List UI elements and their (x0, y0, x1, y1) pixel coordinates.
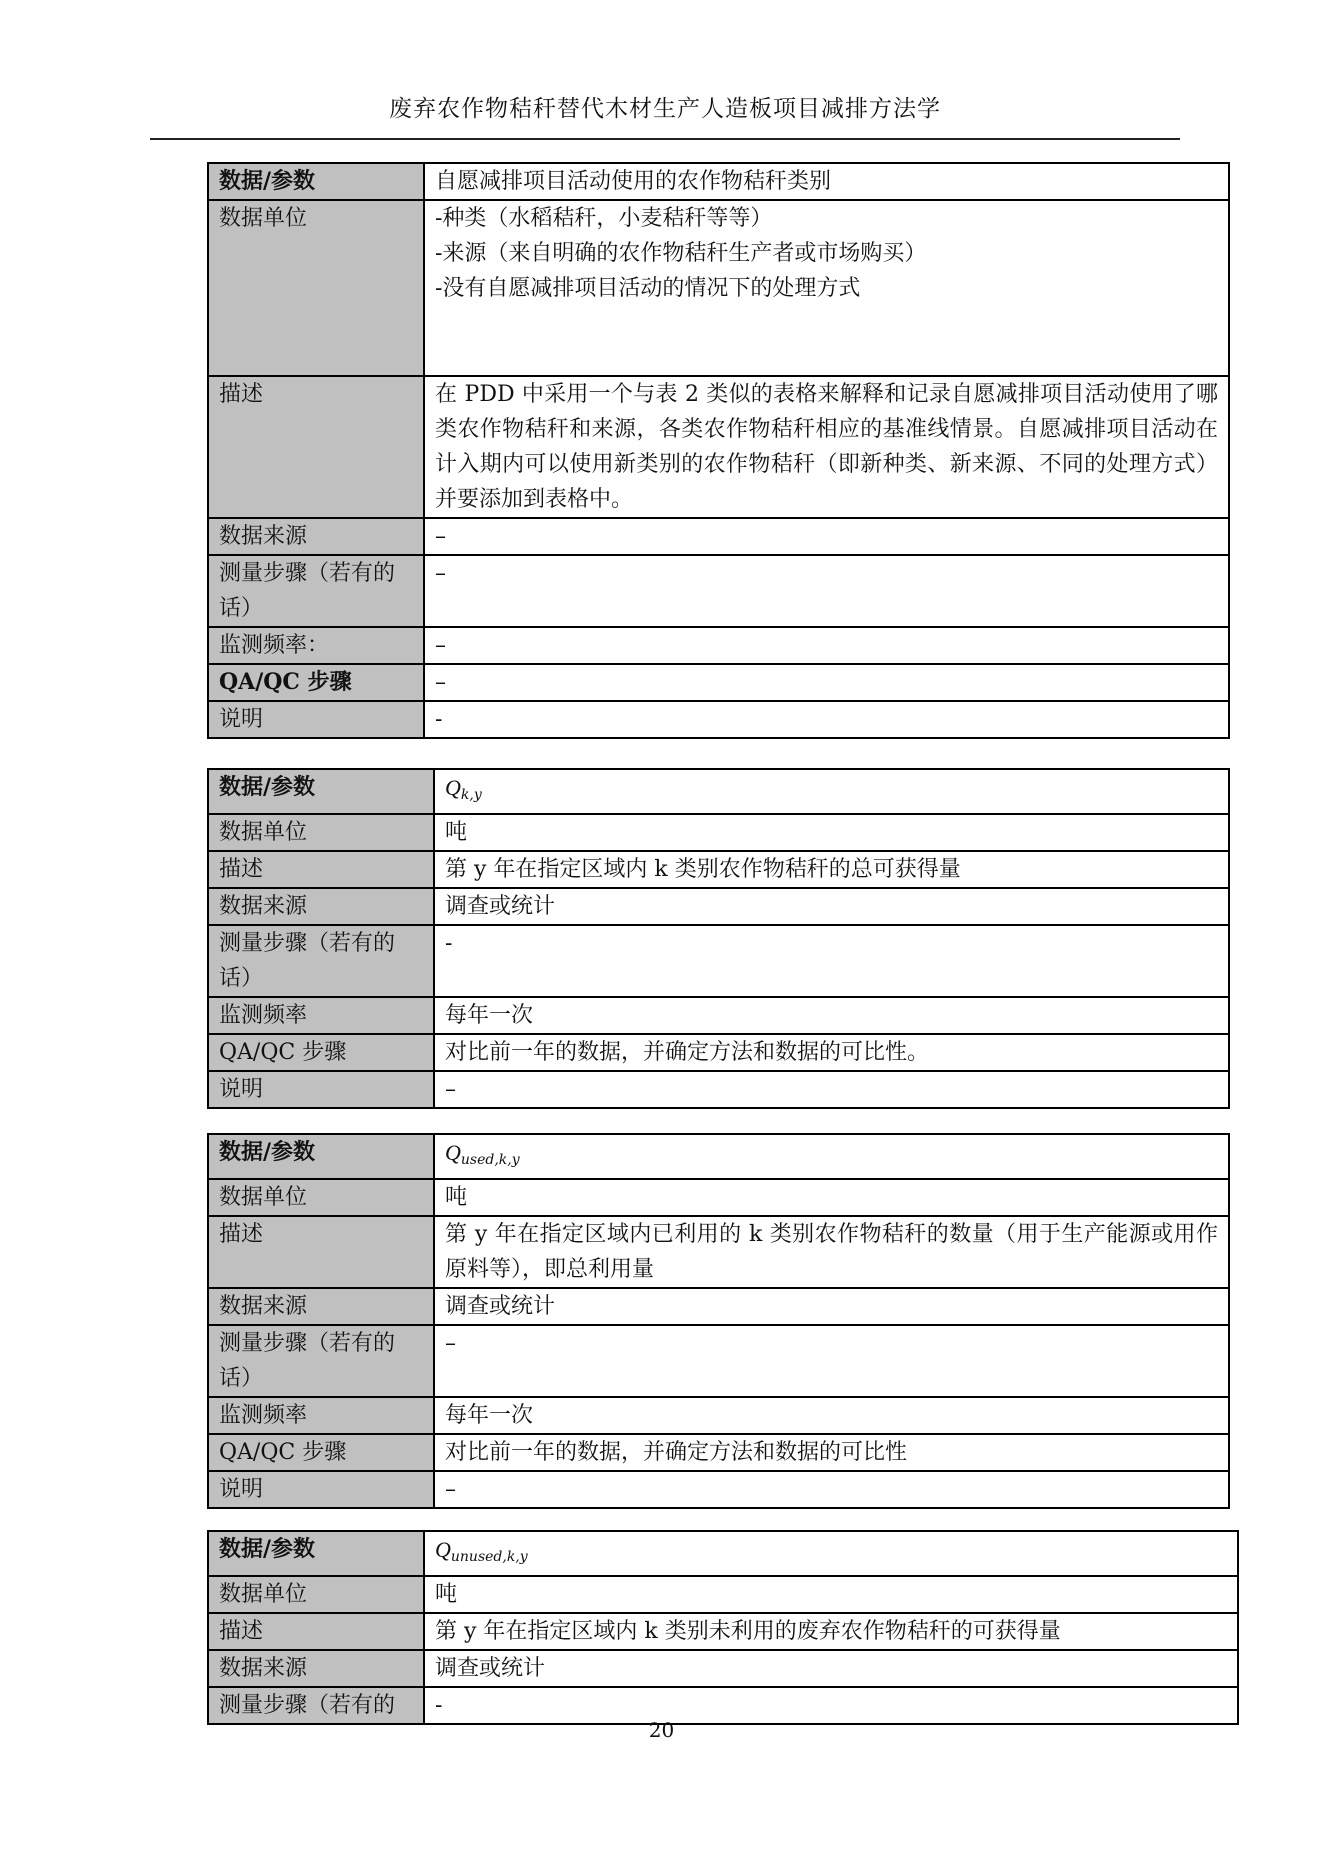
parameter-table-2 (207, 768, 1230, 1109)
row-label: QA/QC 步骤 (208, 1434, 434, 1471)
row-label: 说明 (208, 1071, 434, 1108)
row-value: 调查或统计 (424, 1650, 1238, 1687)
row-value: 调查或统计 (434, 1288, 1229, 1325)
row-label: 测量步骤（若有的话） (208, 925, 434, 997)
row-value: - (434, 925, 1229, 997)
row-label: 描述 (208, 851, 434, 888)
row-label: 监测频率： (208, 627, 424, 664)
row-value: – (424, 664, 1229, 701)
table-row (208, 200, 1229, 376)
row-label: 数据来源 (208, 1288, 434, 1325)
table-row (208, 814, 1229, 851)
table-row (208, 1434, 1229, 1471)
row-value: 第 y 年在指定区域内 k 类别农作物秸秆的总可获得量 (434, 851, 1229, 888)
row-label: 说明 (208, 701, 424, 738)
row-label: 测量步骤（若有的话） (208, 1325, 434, 1397)
row-value: 第 y 年在指定区域内已利用的 k 类别农作物秸秆的数量（用于生产能源或用作原料等），即总利用量 (434, 1216, 1229, 1288)
symbol-base: Q (445, 775, 461, 800)
table-row (208, 997, 1229, 1034)
table-row (208, 664, 1229, 701)
table-row (208, 1134, 1229, 1179)
row-value: 第 y 年在指定区域内 k 类别未利用的废弃农作物秸秆的可获得量 (424, 1613, 1238, 1650)
table-row (208, 1531, 1238, 1576)
table-row (208, 518, 1229, 555)
table-row (208, 769, 1229, 814)
row-label: 测量步骤（若有的话） (208, 555, 424, 627)
row-label: 数据/参数 (208, 769, 434, 814)
row-label: 数据单位 (208, 1576, 424, 1613)
symbol-subscript: k,y (460, 787, 482, 803)
row-label: 数据/参数 (208, 1531, 424, 1576)
header-rule (150, 138, 1180, 140)
table-row (208, 1576, 1238, 1613)
row-label: 监测频率 (208, 1397, 434, 1434)
row-label: 测量步骤（若有的 (208, 1687, 424, 1724)
row-value: 吨 (434, 814, 1229, 851)
row-label: QA/QC 步骤 (208, 664, 424, 701)
row-value (424, 200, 1229, 376)
row-value: – (424, 518, 1229, 555)
row-value: – (424, 627, 1229, 664)
row-value: – (434, 1471, 1229, 1508)
table-row (208, 376, 1229, 518)
parameter-table-3 (207, 1133, 1230, 1509)
row-value: – (434, 1325, 1229, 1397)
row-label: 数据来源 (208, 888, 434, 925)
row-label: 数据单位 (208, 1179, 434, 1216)
row-value: 每年一次 (434, 997, 1229, 1034)
parameter-table-4 (207, 1530, 1239, 1725)
row-value: 自愿减排项目活动使用的农作物秸秆类别 (424, 163, 1229, 200)
row-label: 监测频率 (208, 997, 434, 1034)
value-line: -种类（水稻秸秆，小麦秸秆等等） (435, 206, 773, 231)
row-value (434, 769, 1229, 814)
table-row (208, 851, 1229, 888)
table-row (208, 163, 1229, 200)
row-label: 说明 (208, 1471, 434, 1508)
table-row (208, 1471, 1229, 1508)
table-row (208, 1397, 1229, 1434)
row-label: 数据来源 (208, 518, 424, 555)
symbol-subscript: unused,k,y (450, 1549, 528, 1565)
parameter-table-1 (207, 162, 1230, 739)
row-label: 数据/参数 (208, 1134, 434, 1179)
table-row (208, 1034, 1229, 1071)
table-row (208, 1613, 1238, 1650)
value-line: -没有自愿减排项目活动的情况下的处理方式 (435, 276, 861, 301)
table-row (208, 925, 1229, 997)
row-value: 对比前一年的数据，并确定方法和数据的可比性。 (434, 1034, 1229, 1071)
row-label: QA/QC 步骤 (208, 1034, 434, 1071)
row-label: 描述 (208, 376, 424, 518)
symbol-base: Q (435, 1537, 451, 1562)
row-label: 数据来源 (208, 1650, 424, 1687)
page-number: 20 (648, 1718, 675, 1742)
table-row (208, 1216, 1229, 1288)
table-row (208, 627, 1229, 664)
row-label: 数据/参数 (208, 163, 424, 200)
row-label: 描述 (208, 1216, 434, 1288)
row-label: 数据单位 (208, 814, 434, 851)
row-value: 在 PDD 中采用一个与表 2 类似的表格来解释和记录自愿减排项目活动使用了哪类农作物秸秆和来源，各类农作物秸秆相应的基准线情景。自愿减排项目活动在计入期内可以使用新类别的农作物秸秆（即新种类、新来源、不同的处理方式）并要添加到表格中。 (424, 376, 1229, 518)
table-row (208, 888, 1229, 925)
table-row (208, 701, 1229, 738)
row-value (424, 1531, 1238, 1576)
row-value: - (424, 1687, 1238, 1724)
row-value: - (424, 701, 1229, 738)
table-row (208, 1179, 1229, 1216)
row-value: 对比前一年的数据，并确定方法和数据的可比性 (434, 1434, 1229, 1471)
table-row (208, 1650, 1238, 1687)
table-row (208, 1288, 1229, 1325)
row-label: 数据单位 (208, 200, 424, 376)
value-line: -来源（来自明确的农作物秸秆生产者或市场购买） (435, 241, 927, 266)
symbol-subscript: used,k,y (460, 1152, 520, 1168)
page-header: 废弃农作物秸秆替代木材生产人造板项目减排方法学 (389, 96, 941, 122)
table-row (208, 1071, 1229, 1108)
row-value: – (424, 555, 1229, 627)
row-value: 吨 (424, 1576, 1238, 1613)
symbol-base: Q (445, 1140, 461, 1165)
row-value: 调查或统计 (434, 888, 1229, 925)
row-value: – (434, 1071, 1229, 1108)
row-label: 描述 (208, 1613, 424, 1650)
row-value: 吨 (434, 1179, 1229, 1216)
row-value (434, 1134, 1229, 1179)
table-row (208, 555, 1229, 627)
table-row (208, 1325, 1229, 1397)
row-value: 每年一次 (434, 1397, 1229, 1434)
